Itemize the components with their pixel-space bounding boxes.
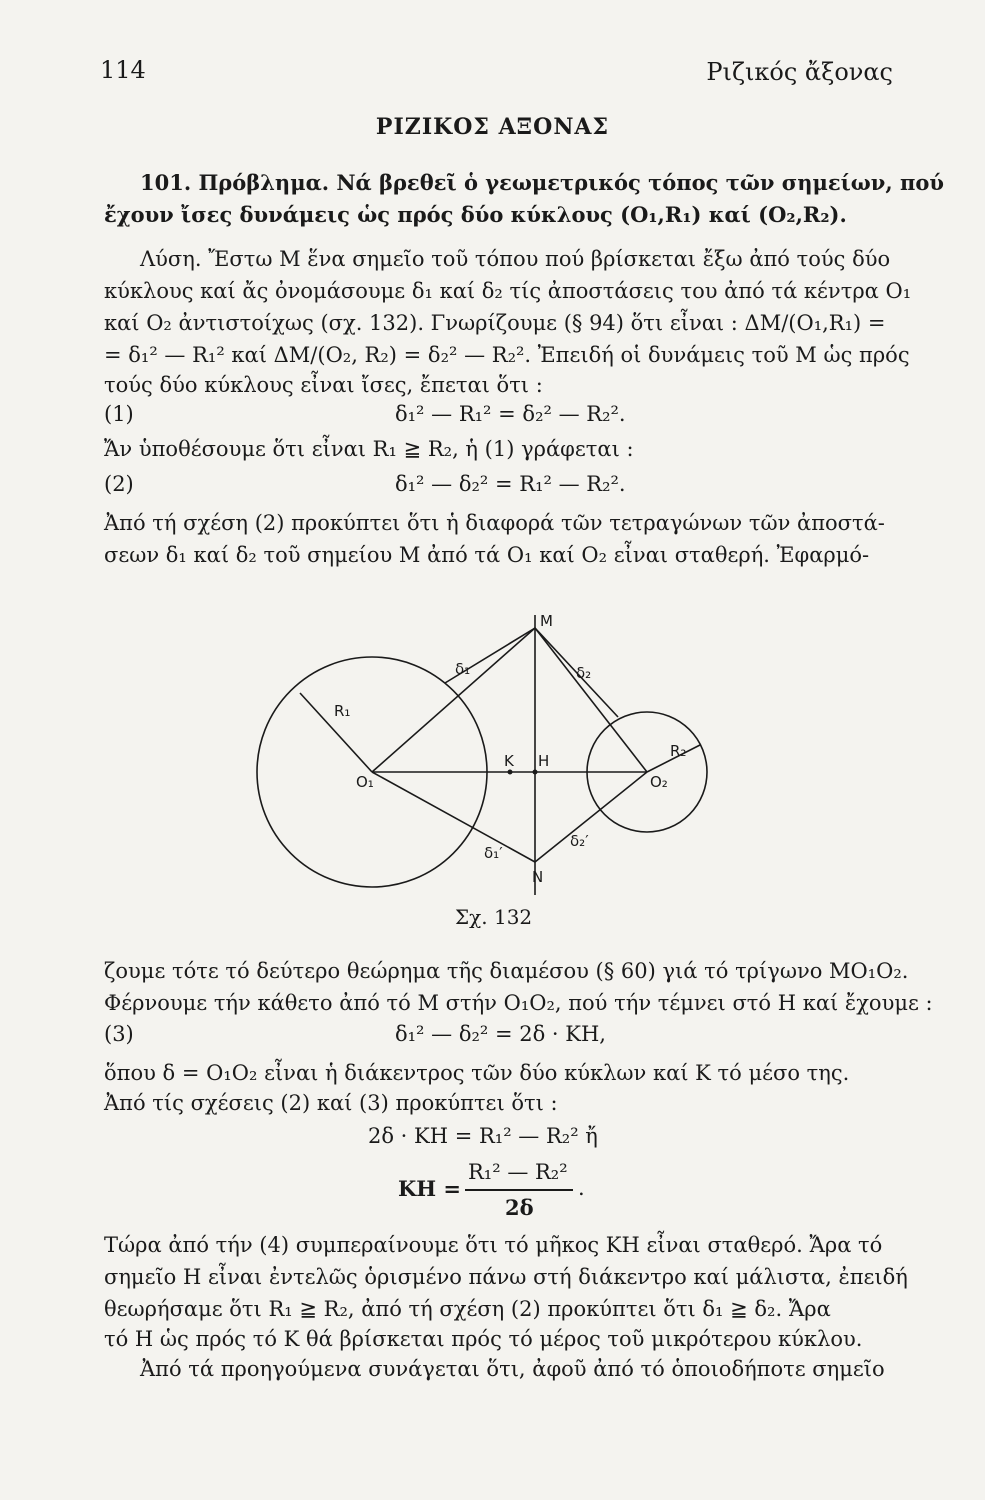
label-d2: δ₂ (576, 664, 592, 682)
label-r1: R₁ (334, 702, 351, 720)
label-o2: O₂ (650, 773, 668, 791)
continuation-line-5: Τώρα ἀπό τήν (4) συμπεραίνουμε ὅτι τό μῆκος ΚΗ εἶναι σταθερό. Ἄρα τό (104, 1233, 883, 1257)
section-title: ΡΙΖΙΚΟΣ ΑΞΟΝΑΣ (375, 114, 610, 140)
solution-line-2: κύκλους καί ἄς ὀνομάσουμε δ₁ καί δ₂ τίς ἀποστάσεις του ἀπό τά κέντρα O₁ (104, 279, 912, 303)
problem-line-2: ἔχουν ἴσες δυνάμεις ὡς πρός δύο κύκλους (O₁,R₁) καί (O₂,R₂). (104, 202, 847, 227)
continuation-line-2: Φέρνουμε τήν κάθετο ἀπό τό Μ στήν O₁O₂, πού τήν τέμνει στό Η καί ἔχουμε : (104, 991, 933, 1015)
equation-4: 2δ · ΚΗ = R₁² — R₂² ἤ (368, 1124, 598, 1148)
segment-m-o1 (372, 628, 535, 772)
solution-line-7: Ἀπό τή σχέση (2) προκύπτει ὅτι ἡ διαφορά τῶν τετραγώνων τῶν ἀποστά- (104, 511, 885, 535)
label-o1: O₁ (356, 773, 374, 791)
equation-1: δ₁² — R₁² = δ₂² — R₂². (395, 402, 626, 426)
continuation-line-1: ζουμε τότε τό δεύτερο θεώρημα τῆς διαμέσου (§ 60) γιά τό τρίγωνο MO₁O₂. (104, 959, 909, 983)
equation-5-lhs: ΚΗ = (398, 1176, 461, 1201)
solution-line-8: σεων δ₁ καί δ₂ τοῦ σημείου Μ ἀπό τά O₁ καί O₂ εἶναι σταθερή. Ἐφαρμό- (104, 543, 870, 567)
label-d2-prime: δ₂′ (570, 832, 589, 850)
point-k (508, 770, 513, 775)
continuation-line-7: θεωρήσαμε ὅτι R₁ ≧ R₂, ἀπό τή σχέση (2) προκύπτει ὅτι δ₁ ≧ δ₂. Ἄρα (104, 1297, 831, 1321)
label-d1: δ₁ (455, 660, 471, 678)
equation-3: δ₁² — δ₂² = 2δ · ΚΗ, (395, 1022, 606, 1046)
page-number: 114 (100, 56, 146, 84)
equation-1-number: (1) (104, 402, 134, 426)
solution-line-6: Ἄν ὑποθέσουμε ὅτι εἶναι R₁ ≧ R₂, ἡ (1) γράφεται : (104, 437, 634, 461)
figure-132 (250, 600, 730, 900)
label-n: N (532, 868, 544, 886)
equation-2-number: (2) (104, 472, 134, 496)
equation-5-numerator: R₁² — R₂² (468, 1160, 568, 1184)
continuation-line-8: τό Η ὡς πρός τό Κ θά βρίσκεται πρός τό μέρος τοῦ μικρότερου κύκλου. (104, 1327, 863, 1351)
point-h (533, 770, 538, 775)
problem-line-1: 101. Πρόβλημα. Νά βρεθεῖ ὁ γεωμετρικός τόπος τῶν σημείων, πού (140, 170, 944, 195)
label-m: M (540, 612, 553, 630)
equation-2: δ₁² — δ₂² = R₁² — R₂². (395, 472, 626, 496)
running-title: Ριζικός ἄξονας (706, 58, 893, 86)
solution-line-1: Λύση. Ἔστω Μ ἕνα σημεῖο τοῦ τόπου πού βρίσκεται ἔξω ἀπό τούς δύο (140, 247, 891, 271)
equation-5-denominator: 2δ (505, 1195, 534, 1220)
segment-n-o2 (535, 772, 647, 862)
label-k: K (504, 752, 514, 770)
continuation-line-6: σημεῖο Η εἶναι ἐντελῶς ὁρισμένο πάνω στή διάκεντρο καί μάλιστα, ἐπειδή (104, 1265, 908, 1289)
continuation-line-4: Ἀπό τίς σχέσεις (2) καί (3) προκύπτει ὅτι : (104, 1091, 558, 1115)
figure-caption: Σχ. 132 (455, 905, 533, 929)
equation-3-number: (3) (104, 1022, 134, 1046)
solution-line-3: καί O₂ ἀντιστοίχως (σχ. 132). Γνωρίζουμε (§ 94) ὅτι εἶναι : ΔΜ/(O₁,R₁) = (104, 311, 886, 335)
equation-5-tail: . (578, 1176, 585, 1200)
continuation-line-3: ὅπου δ = O₁O₂ εἶναι ἡ διάκεντρος τῶν δύο κύκλων καί Κ τό μέσο της. (104, 1061, 850, 1085)
solution-line-5: τούς δύο κύκλους εἶναι ἴσες, ἔπεται ὅτι : (104, 373, 543, 397)
continuation-line-9: Ἀπό τά προηγούμενα συνάγεται ὅτι, ἀφοῦ ἀπό τό ὁποιοδήποτε σημεῖο (140, 1357, 885, 1381)
fraction-bar (465, 1189, 573, 1191)
label-d1-prime: δ₁′ (484, 844, 503, 862)
segment-n-o1 (372, 772, 535, 862)
label-h: H (538, 752, 550, 770)
solution-line-4: = δ₁² — R₁² καί ΔΜ/(O₂, R₂) = δ₂² — R₂². Ἐπειδή οἱ δυνάμεις τοῦ Μ ὡς πρός (104, 343, 910, 367)
label-r2: R₂ (670, 742, 687, 760)
